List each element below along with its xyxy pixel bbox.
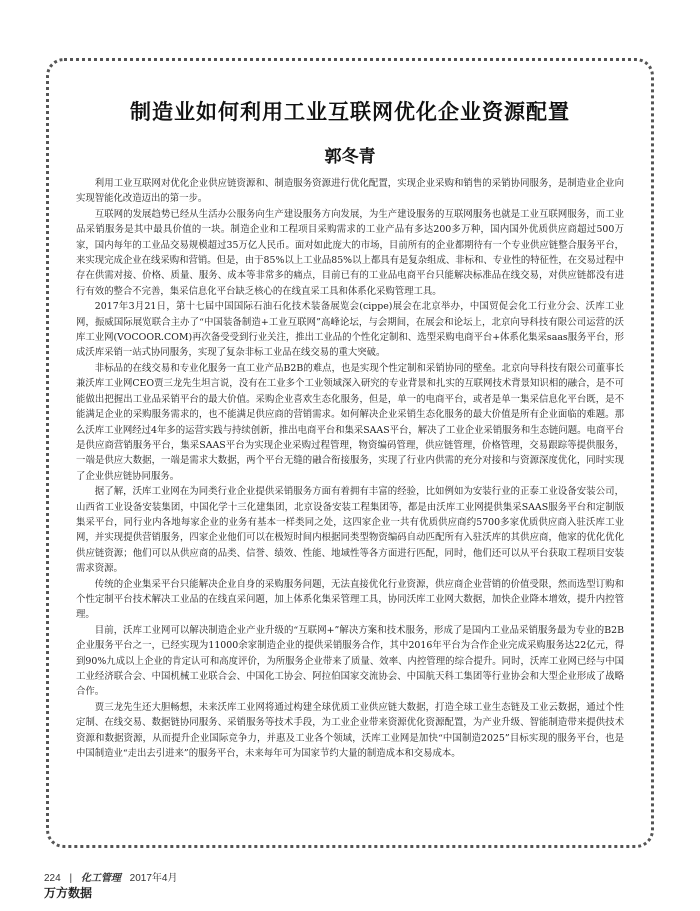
- paragraph-6: 传统的企业集采平台只能解决企业自身的采购服务问题，无法直接优化行业资源，供应商企业营销的价值受限，然而选型订购和个性定制平台技术解决工业品的在线直采问题，加上体系化集采管理工具，协同沃库工业网大数据，加快企业降本增效，提升内控管理。: [76, 578, 624, 621]
- paragraph-5: 据了解，沃库工业网在为同类行业企业提供采销服务方面有着拥有丰富的经验，比如例如为安装行业的正泰工业设备安装公司，山西省工业设备安装集团，中国化学十三化建集团，北京设备安装工程集团等，都是由沃库工业网提供集采SAAS服务平台和定制版集采平台，同行业内各地每家企业的业务有基本一样类同之处，这四家企业一共有优质供应商约5700多家优质供应商入驻沃库工业网，并实现提供营销服务，四家企业他们可以在极短时间内根据同类型物资编码自动匹配所有入驻沃库的其供应商，他家的优化优化供应链资源；他们可以从供应商的品类、信誉、绩效、性能、地域性等各方面进行匹配，同时，他们还可以从平台获取工程项目安装需求资源。: [76, 486, 624, 575]
- issue-date: 2017年4月: [129, 873, 178, 884]
- paragraph-7: 目前，沃库工业网可以解决制造企业产业升级的“互联网+”解决方案和技术服务，形成了是国内工业品采销服务最为专业的B2B企业服务平台之一，已经实现为11000余家制造企业的提供采销服务合作，其中2016年平台为合作企业完成采购服务达22亿元，得到90%九成以上企业的肯定认可和高度评价，为所服务企业带来了质量、效率、内控管理的综合提升。同时，沃库工业网已经与中国工业经济联合会、中国机械工业联合会、中国化工协会、阿拉伯国家交流协会、中国航天科工集团等行业协会和大型企业形成了战略合作。: [76, 624, 624, 698]
- footer-separator: |: [69, 873, 73, 884]
- page-number: 224: [44, 873, 61, 884]
- magazine-name: 化工管理: [80, 873, 121, 884]
- paragraph-8: 贾三龙先生还大胆畅想，未来沃库工业网将通过构建全球优质工业供应链大数据，打造全球工业生态链及工业云数据，通过个性定制、在线交易、数据链协同服务、采销服务等技术手段，为工业企业带来资源优化资源配置，为产业升级、智能制造带来提供技术资源和数据资源，从而提升企业国际竞争力，并惠及工业各个领域，沃库工业网是加快“中国制造2025”目标实现的服务平台，也是中国制造业“走出去引进来”的服务平台，未来每年可为国家节约大量的制造成本和交易成本。: [76, 701, 624, 760]
- page-footer: [44, 869, 177, 884]
- watermark-brand: 万方数据: [44, 886, 93, 900]
- article-body: [76, 176, 624, 761]
- paragraph-3: 2017年3月21日，第十七届中国国际石油石化技术装备展览会(cippe)展会在北京举办，中国贸促会化工行业分会、沃库工业网，振威国际展览联合主办了“中国装备制造+工业互联网”高峰论坛，与会期间，在展会和论坛上，北京向导科技有限公司运营的沃库工业网(VOCOOR.COM)再次备受受到行业关注，推出工业品的个性化定制和、选型采购电商平台+体系化集采saas服务平台，形成沃库采销一站式协同服务，实现了复杂非标工业品在线交易的重大突破。: [76, 301, 624, 359]
- article-title: 制造业如何利用工业互联网优化企业资源配置: [130, 99, 570, 124]
- paragraph-1: 利用工业互联网对优化企业供应链资源和、制造服务资源进行优化配置，实现企业采购和销售的采销协同服务，是制造业企业向实现智能化改造迈出的第一步。: [76, 178, 624, 205]
- article-author: 郭冬青: [324, 147, 376, 167]
- paragraph-4: 非标品的在线交易和专业化服务一直工业产品B2B的难点，也是实现个性定制和采销协同的壁垒。北京向导科技有限公司董事长兼沃库工业网CEO贾三龙先生坦言说，没有在工业多个工业领域深入研究的专业背景和扎实的互联网技术背景知识相的融合，是不可能做出把握出工业品采销平台的最大价值。采购企业喜欢生态化服务，但是，单一的电商平台，或者是单一集采信息化平台既，是不能满足企业的采购服务需求的，也不能满足供应商的营销需求。如何解决企业采销生态化服务的最大价值是所有企业面临的难题。那么沃库工业网经过4年多的运营实践与持续创新，推出电商平台和集采SAAS平台，解决了工业企业采销服务和生态链问题。电商平台是供应商营销服务平台，集采SAAS平台为实现企业采购过程管理，物资编码管理，供应链管理，价格管理，交易跟踪等提供服务，一端是供应大数据，一端是需求大数据，两个平台无缝的融合衔接服务，实现了行业内供需的充分对接和与资源深度优化，同时实现了企业供应链协同服务。: [76, 362, 624, 482]
- paragraph-2: 互联网的发展趋势已经从生活办公服务向生产建设服务方向发展，为生产建设服务的互联网服务也就是工业互联网服务，而工业品采销服务是其中最具价值的一块。制造企业和工程项目采购需求的工业产品有多达200多万种，国内国外优质供应商超过500万家，国内每年的工业品交易规模超过35万亿人民币。面对如此庞大的市场，目前所有的企业都期待有一个专业供应链整合服务平台，来实现完成企业在线采购和营销。但是，由于85%以上工业品85%以上都具有是复杂组成、非标和、专业性的特征性，在交易过程中存在供需对接、价格、质量、服务、成本等非常多的痛点，目前已有的工业品电商平台只能解决标准品在线交易，对供应链都没有进行有效的整合不完善，集采信息化平台缺乏核心的在线直采工具和体系化采购管理工具。: [76, 208, 624, 297]
